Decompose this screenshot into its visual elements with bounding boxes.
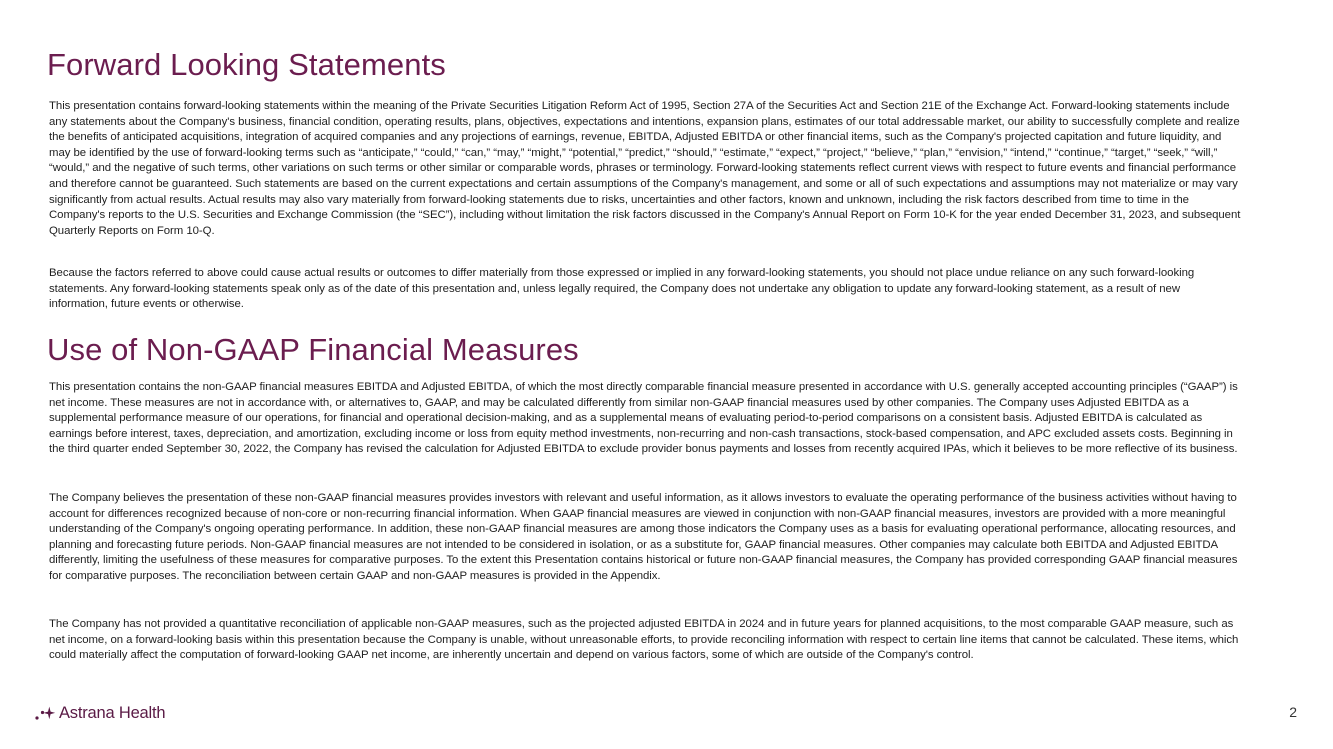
page-number: 2	[1289, 704, 1297, 720]
brand-name: Astrana Health	[59, 703, 166, 722]
paragraph-forward-looking-2: Because the factors referred to above could cause actual results or outcomes to differ materially from those expressed or implied in any forward-looking statements, you should not place undue reliance on any such forward-looking statements. Any forward-looking statements speak only as of the date of this presentation and, unless legally required, the Company does not undertake any obligation to update any forward-looking statement, as a result of new information, future events or otherwise.	[49, 267, 1195, 311]
heading-non-gaap-measures: Use of Non-GAAP Financial Measures	[47, 332, 579, 367]
paragraph-forward-looking-1: This presentation contains forward-looking statements within the meaning of the Private Securities Litigation Reform Act of 1995, Section 27A of the Securities Act and Section 21E of the Exchange Act. Forward-looking statements include any statements about the Company's business, financial condition, operating results, plans, objectives, expectations and intentions, expansion plans, estimates of our total addressable market, our ability to successfully complete and realize the benefits of anticipated acquisitions, integration of acquired companies and any projections of earnings, revenue, EBITDA, Adjusted EBITDA or other financial items, such as the Company's projected capitation and future liquidity, and may be identified by the use of forward-looking terms such as “anticipate,” “could,” “can,” “may,” “might,” “potential,” “predict,” “should,” “estimate,” “expect,” “project,” “believe,” “plan,” “envision,” “intend,” “continue,” “target,” “seek,” “will,” “would,” and the negative of such terms, other variations on such terms or other similar or comparable words, phrases or terminology. Forward-looking statements reflect current views with respect to future events and financial performance and therefore cannot be guaranteed. Such statements are based on the current expectations and certain assumptions of the Company's management, and some or all of such expectations and assumptions may not materialize or may vary significantly from actual results. Actual results may also vary materially from forward-looking statements due to risks, uncertainties and other factors, known and unknown, including the risk factors described from time to time in the Company's reports to the U.S. Securities and Exchange Commission (the “SEC”), including without limitation the risk factors discussed in the Company's Annual Report on Form 10-K for the year ended December 31, 2023, and subsequent Quarterly Reports on Form 10-Q.	[49, 100, 1241, 237]
heading-forward-looking-statements: Forward Looking Statements	[47, 47, 446, 82]
paragraph-non-gaap-3: The Company has not provided a quantitative reconciliation of applicable non-GAAP measures, such as the projected adjusted EBITDA in 2024 and in future years for planned acquisitions, to the most comparable GAAP measure, such as net income, on a forward-looking basis within this presentation because the Company is unable, without unreasonable efforts, to provide reconciling information with respect to certain line items that cannot be calculated. These items, which could materially affect the computation of forward-looking GAAP net income, are inherently uncertain and depend on various factors, some of which are outside of the Company's control.	[49, 618, 1239, 662]
brand-logo	[34, 702, 165, 724]
paragraph-non-gaap-1: This presentation contains the non-GAAP financial measures EBITDA and Adjusted EBITDA, of which the most directly comparable financial measure presented in accordance with U.S. generally accepted accounting principles (“GAAP”) is net income. These measures are not in accordance with, or alternatives to, GAAP, and may be calculated differently from similar non-GAAP financial measures used by other companies. The Company uses Adjusted EBITDA as a supplemental performance measure of our operations, for financial and operational decision-making, and as a supplemental means of evaluating period-to-period comparisons on a consistent basis. Adjusted EBITDA is calculated as earnings before interest, taxes, depreciation, and amortization, excluding income or loss from equity method investments, non-recurring and non-cash transactions, stock-based compensation, and APC excluded assets costs. Beginning in the third quarter ended September 30, 2022, the Company has revised the calculation for Adjusted EBITDA to exclude provider bonus payments and losses from recently acquired IPAs, which it believes to be more reflective of its business.	[49, 381, 1238, 456]
paragraph-non-gaap-2: The Company believes the presentation of these non-GAAP financial measures provides investors with relevant and useful information, as it allows investors to evaluate the operating performance of the business activities without having to account for differences recognized because of non-core or non-recurring financial information. When GAAP financial measures are viewed in conjunction with non-GAAP financial measures, investors are provided with a more meaningful understanding of the Company's ongoing operating performance. In addition, these non-GAAP financial measures are among those indicators the Company uses as a basis for evaluating operational performance, allocating resources, and planning and forecasting future periods. Non-GAAP financial measures are not intended to be considered in isolation, or as a substitute for, GAAP financial measures. Other companies may calculate both EBITDA and Adjusted EBITDA differently, limiting the usefulness of these measures for comparative purposes. To the extent this Presentation contains historical or future non-GAAP financial measures, the Company has provided corresponding GAAP financial measures for comparative purposes. The reconciliation between certain GAAP and non-GAAP measures is provided in the Appendix.	[49, 492, 1238, 582]
astrana-sparkle-icon	[34, 703, 56, 723]
